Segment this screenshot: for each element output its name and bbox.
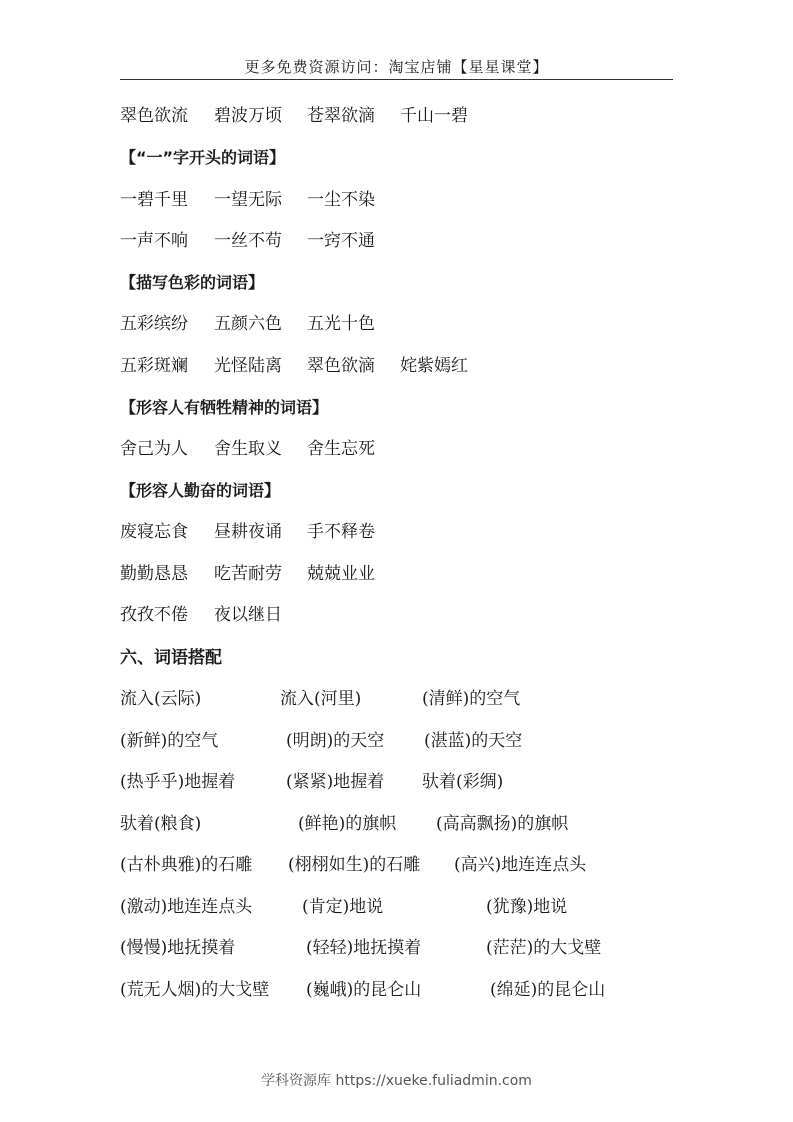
idiom-word: 兢兢业业 (307, 564, 375, 584)
idiom-word: 吃苦耐劳 (214, 564, 282, 584)
phrase-item: (清鲜)的空气 (422, 689, 521, 709)
idiom-word: 五颜六色 (214, 314, 282, 334)
phrase-item: (鲜艳)的旗帜 (298, 814, 397, 834)
phrase-item: (茫茫)的大戈壁 (486, 938, 602, 958)
category-heading: 【描写色彩的词语】 (120, 273, 265, 292)
idiom-word: 废寝忘食 (120, 522, 188, 542)
idiom-word: 五彩缤纷 (120, 314, 188, 334)
page-header: 更多免费资源访问：淘宝店铺【星星课堂】 (244, 58, 549, 76)
phrase-item: (慢慢)地抚摸着 (120, 938, 236, 958)
category-heading: 【“一”字开头的词语】 (120, 148, 286, 167)
idiom-word: 翠色欲流 (120, 106, 188, 126)
category-heading: 【形容人勤奋的词语】 (120, 481, 281, 500)
idiom-word: 一丝不苟 (214, 231, 282, 251)
phrase-item: (高高飘扬)的旗帜 (436, 814, 569, 834)
idiom-word: 一窍不通 (307, 231, 375, 251)
phrase-item: (湛蓝)的天空 (424, 731, 523, 751)
idiom-word: 姹紫嫣红 (400, 356, 468, 376)
phrase-item: 流入(云际) (120, 689, 202, 709)
idiom-word: 孜孜不倦 (120, 605, 188, 625)
phrase-item: (紧紧)地握着 (286, 772, 385, 792)
phrase-item: (轻轻)地抚摸着 (306, 938, 422, 958)
phrase-item: (新鲜)的空气 (120, 731, 219, 751)
idiom-word: 舍己为人 (120, 439, 188, 459)
phrase-item: (栩栩如生)的石雕 (288, 855, 421, 875)
phrase-item: (明朗)的天空 (286, 731, 385, 751)
section-title: 六、词语搭配 (120, 648, 222, 668)
idiom-word: 碧波万顷 (214, 106, 282, 126)
phrase-item: (荒无人烟)的大戈壁 (120, 980, 270, 1000)
phrase-item: (肯定)地说 (302, 897, 384, 917)
phrase-item: (激动)地连连点头 (120, 897, 253, 917)
phrase-item: (犹豫)地说 (486, 897, 568, 917)
phrase-item: (绵延)的昆仑山 (490, 980, 606, 1000)
idiom-word: 手不释卷 (307, 522, 375, 542)
phrase-item: (巍峨)的昆仑山 (306, 980, 422, 1000)
idiom-word: 夜以继日 (214, 605, 282, 625)
idiom-word: 五彩斑斓 (120, 356, 188, 376)
idiom-word: 舍生取义 (214, 439, 282, 459)
idiom-word: 苍翠欲滴 (307, 106, 375, 126)
page-footer: 学科资源库 https://xueke.fuliadmin.com (261, 1073, 532, 1089)
phrase-item: (高兴)地连连点头 (454, 855, 587, 875)
idiom-word: 五光十色 (307, 314, 375, 334)
idiom-word: 一声不响 (120, 231, 188, 251)
idiom-word: 昼耕夜诵 (214, 522, 282, 542)
category-heading: 【形容人有牺牲精神的词语】 (120, 398, 329, 417)
phrase-item: 驮着(彩绸) (422, 772, 504, 792)
idiom-word: 一碧千里 (120, 190, 188, 210)
header-divider (120, 79, 673, 80)
idiom-word: 舍生忘死 (307, 439, 375, 459)
phrase-item: 流入(河里) (280, 689, 362, 709)
idiom-word: 一尘不染 (307, 190, 375, 210)
idiom-word: 一望无际 (214, 190, 282, 210)
idiom-word: 翠色欲滴 (307, 356, 375, 376)
idiom-word: 光怪陆离 (214, 356, 282, 376)
phrase-item: (热乎乎)地握着 (120, 772, 236, 792)
phrase-item: (古朴典雅)的石雕 (120, 855, 253, 875)
phrase-item: 驮着(粮食) (120, 814, 202, 834)
idiom-word: 千山一碧 (400, 106, 468, 126)
idiom-word: 勤勤恳恳 (120, 564, 188, 584)
